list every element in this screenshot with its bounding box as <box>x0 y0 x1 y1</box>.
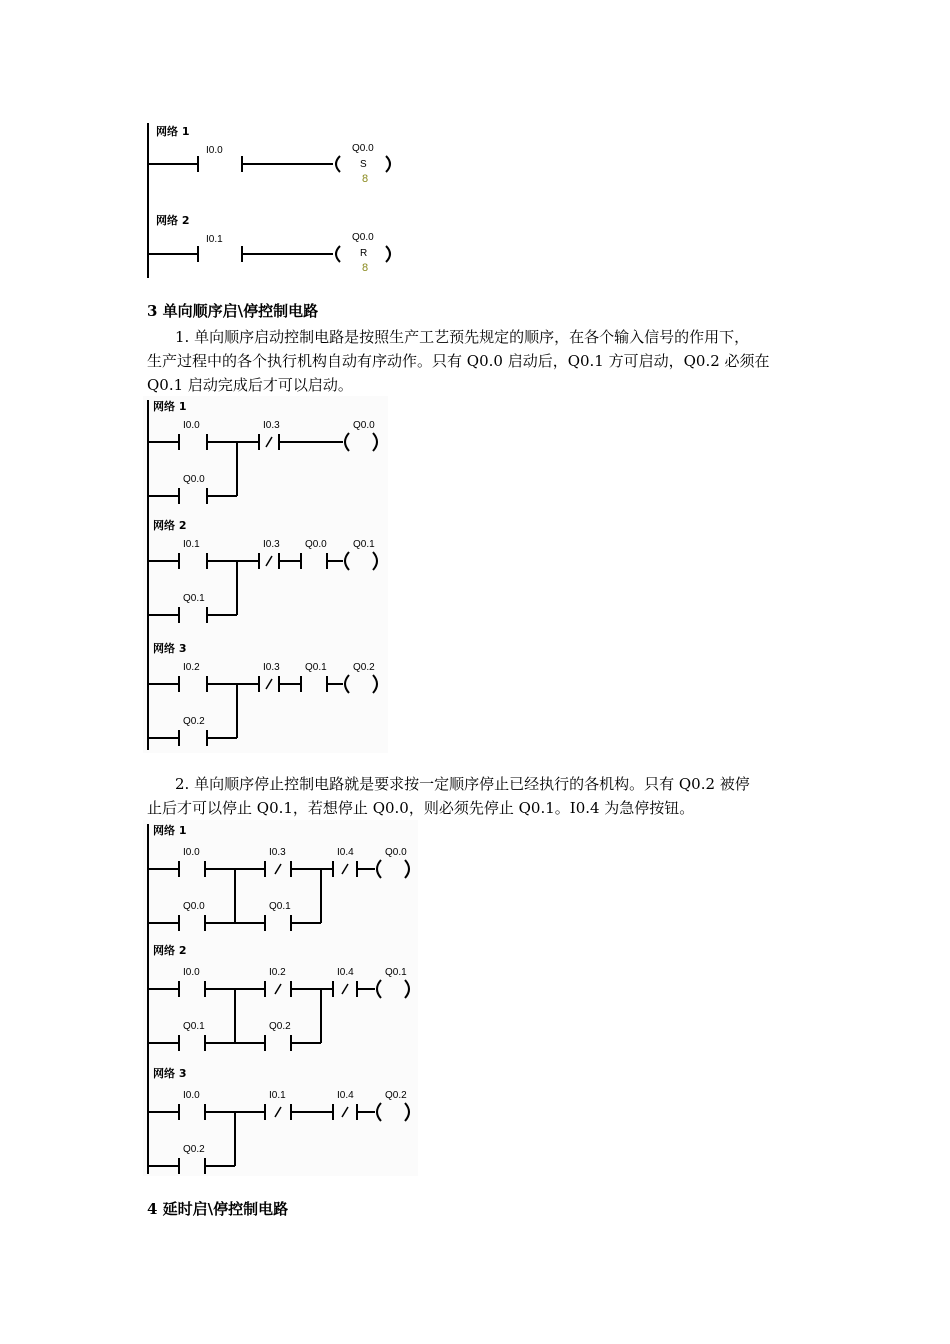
paragraph-line: 止后才可以停止 Q0.1，若想停止 Q0.0，则必须先停止 Q0.1。I0.4 为急停按钮。 <box>147 799 695 817</box>
contact-label: Q0.0 <box>183 901 205 912</box>
contact-label: I0.0 <box>183 847 200 858</box>
coil-label: Q0.1 <box>385 967 407 978</box>
coil-operation: S <box>360 159 367 170</box>
contact-label: Q0.0 <box>183 474 205 485</box>
contact-label: I0.1 <box>206 234 223 245</box>
contact-label: I0.4 <box>337 967 354 978</box>
network-label: 网络 3 <box>153 1067 187 1080</box>
network-label: 网络 1 <box>153 400 187 413</box>
paragraph-line: 生产过程中的各个执行机构自动有序动作。只有 Q0.0 启动后，Q0.1 方可启动，Q0.2 必须在 <box>147 352 770 370</box>
contact-label: Q0.1 <box>305 662 327 673</box>
contact-label: I0.0 <box>206 145 223 156</box>
network-label: 网络 2 <box>156 214 190 227</box>
paragraph-line: 2. 单向顺序停止控制电路就是要求按一定顺序停止已经执行的各机构。只有 Q0.2 被停 <box>175 775 750 793</box>
coil-count: 8 <box>362 173 369 185</box>
coil-label: Q0.0 <box>353 420 375 431</box>
coil-label: Q0.2 <box>353 662 375 673</box>
contact-label: I0.2 <box>269 967 286 978</box>
contact-label: I0.1 <box>183 539 200 550</box>
coil-label: Q0.0 <box>352 143 374 154</box>
contact-label: I0.3 <box>269 847 286 858</box>
coil-label: Q0.0 <box>352 232 374 243</box>
ladder-diagram-set-reset <box>140 118 410 280</box>
coil-operation: R <box>360 248 368 259</box>
contact-label: I0.1 <box>269 1090 286 1101</box>
contact-label: I0.0 <box>183 967 200 978</box>
coil-count: 8 <box>362 262 369 274</box>
contact-label: Q0.2 <box>183 716 205 727</box>
paragraph-sequential-stop <box>147 772 817 820</box>
contact-label: I0.3 <box>263 539 280 550</box>
contact-label: I0.0 <box>183 420 200 431</box>
contact-label: Q0.2 <box>269 1021 291 1032</box>
network-label: 网络 2 <box>153 519 187 532</box>
section-heading: 4 延时启\停控制电路 <box>147 1200 289 1218</box>
coil-label: Q0.2 <box>385 1090 407 1101</box>
contact-label: I0.3 <box>263 662 280 673</box>
network-label: 网络 1 <box>156 125 190 138</box>
contact-label: I0.4 <box>337 847 354 858</box>
contact-label: I0.3 <box>263 420 280 431</box>
contact-label: Q0.0 <box>305 539 327 550</box>
contact-label: Q0.1 <box>183 593 205 604</box>
network-label: 网络 3 <box>153 642 187 655</box>
contact-label: Q0.1 <box>183 1021 205 1032</box>
network-label: 网络 1 <box>153 824 187 837</box>
paragraph-sequential-start <box>147 325 817 397</box>
contact-label: Q0.1 <box>269 901 291 912</box>
section-heading: 3 单向顺序启\停控制电路 <box>147 302 319 320</box>
contact-label: I0.2 <box>183 662 200 673</box>
paragraph-line: Q0.1 启动完成后才可以启动。 <box>147 376 353 394</box>
coil-label: Q0.0 <box>385 847 407 858</box>
contact-label: I0.4 <box>337 1090 354 1101</box>
contact-label: I0.0 <box>183 1090 200 1101</box>
coil-label: Q0.1 <box>353 539 375 550</box>
ladder-diagram-sequential-stop <box>143 820 418 1176</box>
paragraph-line: 1. 单向顺序启动控制电路是按照生产工艺预先规定的顺序，在各个输入信号的作用下， <box>175 328 750 346</box>
ladder-diagram-sequential-start <box>143 396 388 753</box>
contact-label: Q0.2 <box>183 1144 205 1155</box>
network-label: 网络 2 <box>153 944 187 957</box>
